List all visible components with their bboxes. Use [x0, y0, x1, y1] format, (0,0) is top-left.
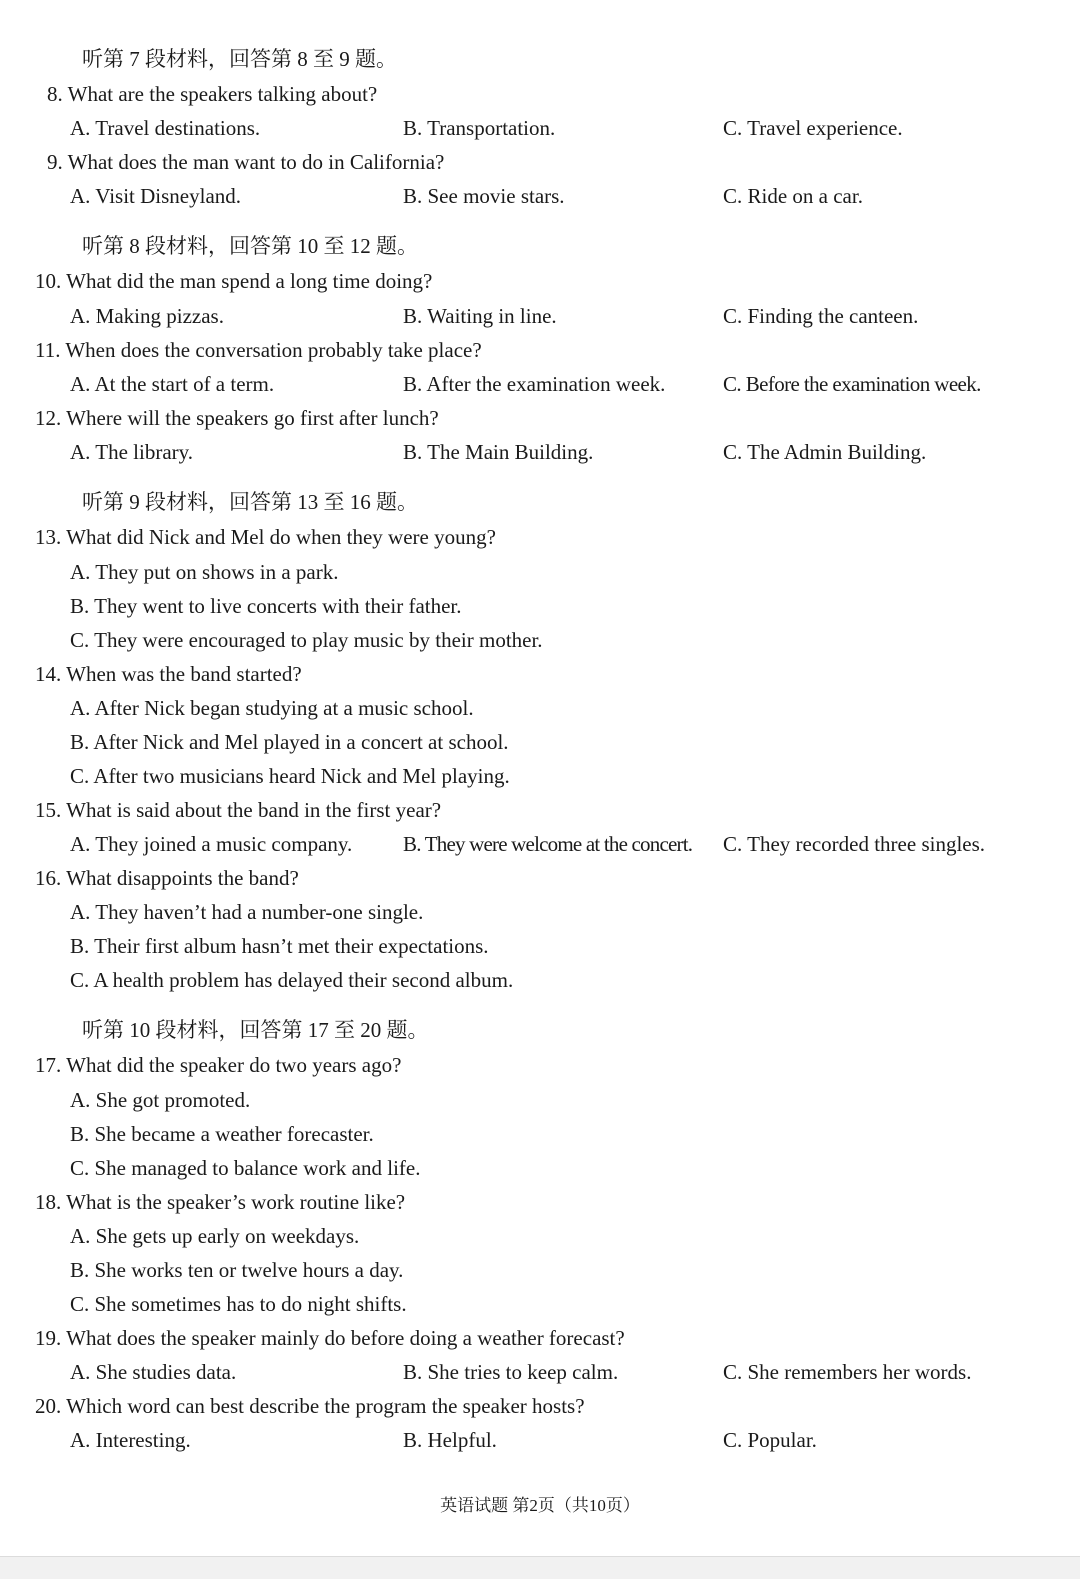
question-stem: 8. What are the speakers talking about? [47, 82, 378, 106]
option-b: B. Waiting in line. [403, 304, 557, 328]
option-c: C. They were encouraged to play music by their mother. [70, 628, 543, 652]
question-12-options [0, 435, 1080, 469]
option-c: C. Before the examination week. [723, 372, 981, 396]
section-header-text: 听第 10 段材料，回答第 17 至 20 题。 [82, 1018, 429, 1042]
question-14 [0, 657, 1080, 691]
option-c: C. Travel experience. [723, 116, 903, 140]
option-b: B. Their first album hasn’t met their expectations. [70, 934, 489, 958]
option-b: B. The Main Building. [403, 440, 594, 464]
question-stem: 10. What did the man spend a long time doing? [35, 269, 433, 293]
option-c: C. Finding the canteen. [723, 304, 919, 328]
question-16-option-b [0, 929, 1080, 963]
option-c: C. The Admin Building. [723, 440, 927, 464]
section-header-text: 听第 8 段材料，回答第 10 至 12 题。 [82, 234, 418, 258]
question-13-option-a [0, 555, 1080, 589]
question-stem: 13. What did Nick and Mel do when they were young? [35, 525, 496, 549]
question-11-options [0, 367, 1080, 401]
option-c: C. She sometimes has to do night shifts. [70, 1292, 407, 1316]
question-stem: 15. What is said about the band in the first year? [35, 798, 442, 822]
section-header [0, 229, 1080, 263]
section-header [0, 42, 1080, 76]
question-16 [0, 861, 1080, 895]
section-header [0, 485, 1080, 519]
question-20 [0, 1389, 1080, 1423]
question-19-options [0, 1355, 1080, 1389]
question-16-option-c [0, 963, 1080, 997]
option-a: A. They joined a music company. [70, 832, 353, 856]
question-10 [0, 264, 1080, 298]
question-stem: 19. What does the speaker mainly do before doing a weather forecast? [35, 1326, 625, 1350]
option-b: B. Transportation. [403, 116, 556, 140]
question-17-option-c [0, 1151, 1080, 1185]
question-13-option-b [0, 589, 1080, 623]
option-a: A. After Nick began studying at a music school. [70, 696, 474, 720]
bottom-edge [0, 1556, 1080, 1579]
option-a: A. She got promoted. [70, 1088, 251, 1112]
section-header-text: 听第 7 段材料，回答第 8 至 9 题。 [82, 47, 397, 71]
option-a: A. The library. [70, 440, 194, 464]
question-13-option-c [0, 623, 1080, 657]
question-stem: 11. When does the conversation probably take place? [35, 338, 482, 362]
section-header [0, 1013, 1080, 1047]
question-9 [0, 145, 1080, 179]
question-15-options [0, 827, 1080, 861]
question-9-options [0, 179, 1080, 213]
question-stem: 18. What is the speaker’s work routine like? [35, 1190, 406, 1214]
question-20-options [0, 1423, 1080, 1457]
question-10-options [0, 299, 1080, 333]
question-stem: 16. What disappoints the band? [35, 866, 299, 890]
option-b: B. They were welcome at the concert. [403, 832, 693, 856]
question-15 [0, 793, 1080, 827]
option-c: C. She managed to balance work and life. [70, 1156, 421, 1180]
question-stem: 14. When was the band started? [35, 662, 302, 686]
question-18-option-a [0, 1219, 1080, 1253]
question-18-option-c [0, 1287, 1080, 1321]
option-b: B. See movie stars. [403, 184, 565, 208]
section-header-text: 听第 9 段材料，回答第 13 至 16 题。 [82, 490, 418, 514]
question-14-option-b [0, 725, 1080, 759]
question-17-option-a [0, 1083, 1080, 1117]
question-16-option-a [0, 895, 1080, 929]
option-b: B. She became a weather forecaster. [70, 1122, 374, 1146]
question-8 [0, 77, 1080, 111]
question-stem: 9. What does the man want to do in California? [47, 150, 445, 174]
question-stem: 12. Where will the speakers go first after lunch? [35, 406, 439, 430]
question-stem: 17. What did the speaker do two years ago? [35, 1053, 402, 1077]
option-a: A. She gets up early on weekdays. [70, 1224, 360, 1248]
option-a: A. Travel destinations. [70, 116, 261, 140]
question-8-options [0, 111, 1080, 145]
option-a: A. They put on shows in a park. [70, 560, 339, 584]
option-b: B. They went to live concerts with their father. [70, 594, 462, 618]
question-14-option-a [0, 691, 1080, 725]
question-18 [0, 1185, 1080, 1219]
option-a: A. Making pizzas. [70, 304, 224, 328]
question-17-option-b [0, 1117, 1080, 1151]
option-a: A. Visit Disneyland. [70, 184, 242, 208]
question-14-option-c [0, 759, 1080, 793]
question-13 [0, 520, 1080, 554]
option-c: C. Popular. [723, 1428, 817, 1452]
option-a: A. She studies data. [70, 1360, 237, 1384]
question-19 [0, 1321, 1080, 1355]
option-c: C. A health problem has delayed their second album. [70, 968, 514, 992]
option-c: C. She remembers her words. [723, 1360, 972, 1384]
question-18-option-b [0, 1253, 1080, 1287]
option-a: A. At the start of a term. [70, 372, 275, 396]
question-12 [0, 401, 1080, 435]
option-b: B. Helpful. [403, 1428, 497, 1452]
option-b: B. She tries to keep calm. [403, 1360, 619, 1384]
option-b: B. After the examination week. [403, 372, 666, 396]
question-17 [0, 1048, 1080, 1082]
page-footer: 英语试题 第2页（共10页） [440, 1496, 640, 1515]
question-11 [0, 333, 1080, 367]
option-c: C. After two musicians heard Nick and Mel playing. [70, 764, 510, 788]
option-b: B. After Nick and Mel played in a concert at school. [70, 730, 509, 754]
option-b: B. She works ten or twelve hours a day. [70, 1258, 404, 1282]
question-stem: 20. Which word can best describe the program the speaker hosts? [35, 1394, 585, 1418]
option-a: A. Interesting. [70, 1428, 191, 1452]
option-c: C. Ride on a car. [723, 184, 863, 208]
option-a: A. They haven’t had a number-one single. [70, 900, 424, 924]
option-c: C. They recorded three singles. [723, 832, 986, 856]
